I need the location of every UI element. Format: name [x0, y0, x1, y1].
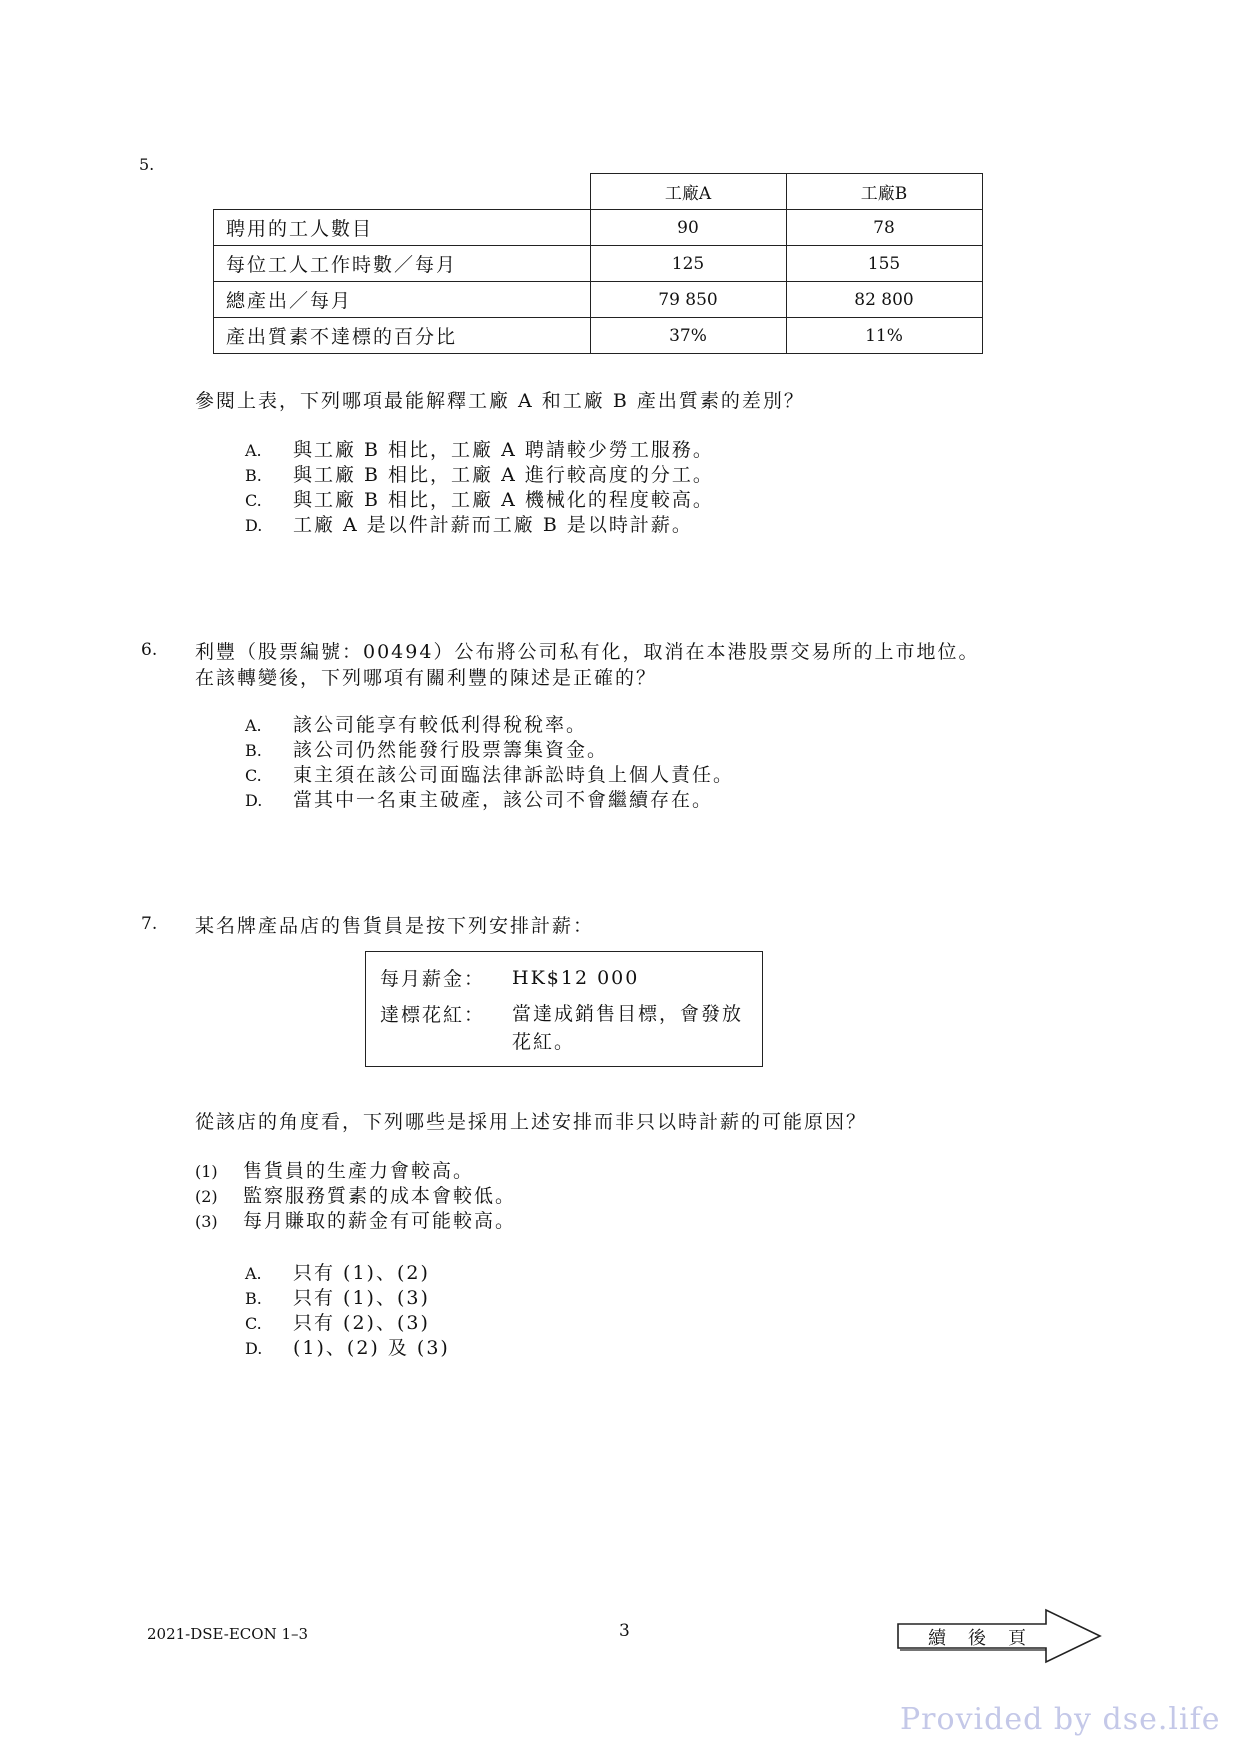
salary-value: HK$12 000 [512, 967, 640, 989]
table-header-row [214, 174, 983, 210]
bonus-row [380, 1000, 748, 1056]
paper-code: 2021-DSE-ECON 1–3 [147, 1625, 309, 1643]
row-label: 產出質素不達標的百分比 [214, 318, 591, 354]
option-letter: B. [245, 741, 262, 760]
option-text: (1)、(2) 及 (3) [293, 1337, 450, 1359]
q5-number: 5. [139, 155, 155, 174]
row-label: 聘用的工人數目 [214, 210, 591, 246]
q5-options [245, 438, 714, 538]
q5-stem: 參閱上表，下列哪項最能解釋工廠 A 和工廠 B 產出質素的差別？ [195, 390, 805, 412]
cell-factory-b: 82 800 [786, 282, 982, 318]
statement-number: (2) [195, 1187, 218, 1206]
q5-factory-table [213, 173, 983, 354]
cell-factory-a: 37% [590, 318, 786, 354]
option-letter: C. [245, 491, 262, 510]
bonus-value: 當達成銷售目標，會發放花紅。 [512, 1003, 744, 1053]
salary-row [380, 964, 748, 992]
salary-label: 每月薪金： [380, 968, 486, 990]
salary-arrangement-box [365, 951, 763, 1067]
option-letter: A. [245, 1264, 262, 1283]
row-label: 每位工人工作時數／每月 [214, 246, 591, 282]
table-row [214, 210, 983, 246]
table-row [214, 246, 983, 282]
cell-factory-a: 90 [590, 210, 786, 246]
q7-statements [195, 1159, 516, 1234]
option-text: 與工廠 B 相比，工廠 A 機械化的程度較高。 [293, 489, 714, 511]
q6-number: 6. [141, 640, 158, 660]
option-letter: C. [245, 766, 262, 785]
statement-text: 監察服務質素的成本會較低。 [243, 1185, 517, 1207]
option-text: 與工廠 B 相比，工廠 A 進行較高度的分工。 [293, 464, 714, 486]
cell-factory-b: 155 [786, 246, 982, 282]
q6-stem-line1: 利豐（股票編號：00494）公布將公司私有化，取消在本港股票交易所的上市地位。 [195, 641, 980, 663]
option-text: 只有 (1)、(2) [293, 1262, 430, 1284]
option-letter: A. [245, 441, 262, 460]
table-row [214, 318, 983, 354]
option-text: 工廠 A 是以件計薪而工廠 B 是以時計薪。 [293, 514, 693, 536]
option-text: 該公司仍然能發行股票籌集資金。 [293, 739, 609, 761]
header-factory-b: 工廠B [786, 174, 982, 210]
option-letter: B. [245, 466, 262, 485]
statement-number: (1) [195, 1162, 218, 1181]
cell-factory-b: 11% [786, 318, 982, 354]
option-text: 只有 (1)、(3) [293, 1287, 430, 1309]
table-row [214, 282, 983, 318]
continue-arrow [896, 1608, 1103, 1664]
q6-options [245, 713, 734, 813]
q6-stem-line2: 在該轉變後，下列哪項有關利豐的陳述是正確的？ [195, 667, 658, 689]
page-number: 3 [619, 1621, 630, 1641]
statement-text: 每月賺取的薪金有可能較高。 [243, 1210, 517, 1232]
row-label: 總產出／每月 [214, 282, 591, 318]
cell-factory-a: 79 850 [590, 282, 786, 318]
option-letter: D. [245, 791, 263, 810]
header-factory-a: 工廠A [590, 174, 786, 210]
q7-stem: 某名牌產品店的售貨員是按下列安排計薪： [195, 915, 595, 937]
option-letter: D. [245, 1339, 263, 1358]
option-text: 與工廠 B 相比，工廠 A 聘請較少勞工服務。 [293, 439, 714, 461]
watermark: Provided by dse.life [900, 1702, 1221, 1737]
option-letter: B. [245, 1289, 262, 1308]
option-letter: A. [245, 716, 262, 735]
q7-options [245, 1261, 450, 1361]
option-letter: C. [245, 1314, 262, 1333]
option-text: 東主須在該公司面臨法律訴訟時負上個人責任。 [293, 764, 735, 786]
statement-number: (3) [195, 1212, 218, 1231]
option-text: 當其中一名東主破產，該公司不會繼續存在。 [293, 789, 714, 811]
option-text: 該公司能享有較低利得稅稅率。 [293, 714, 588, 736]
statement-text: 售貨員的生產力會較高。 [243, 1160, 475, 1182]
cell-factory-b: 78 [786, 210, 982, 246]
q7-number: 7. [141, 914, 158, 934]
bonus-label: 達標花紅： [380, 1004, 486, 1026]
option-letter: D. [245, 516, 263, 535]
option-text: 只有 (2)、(3) [293, 1312, 430, 1334]
cell-factory-a: 125 [590, 246, 786, 282]
continue-label: 續後頁 [928, 1628, 1048, 1649]
q7-question: 從該店的角度看，下列哪些是採用上述安排而非只以時計薪的可能原因？ [195, 1111, 868, 1133]
